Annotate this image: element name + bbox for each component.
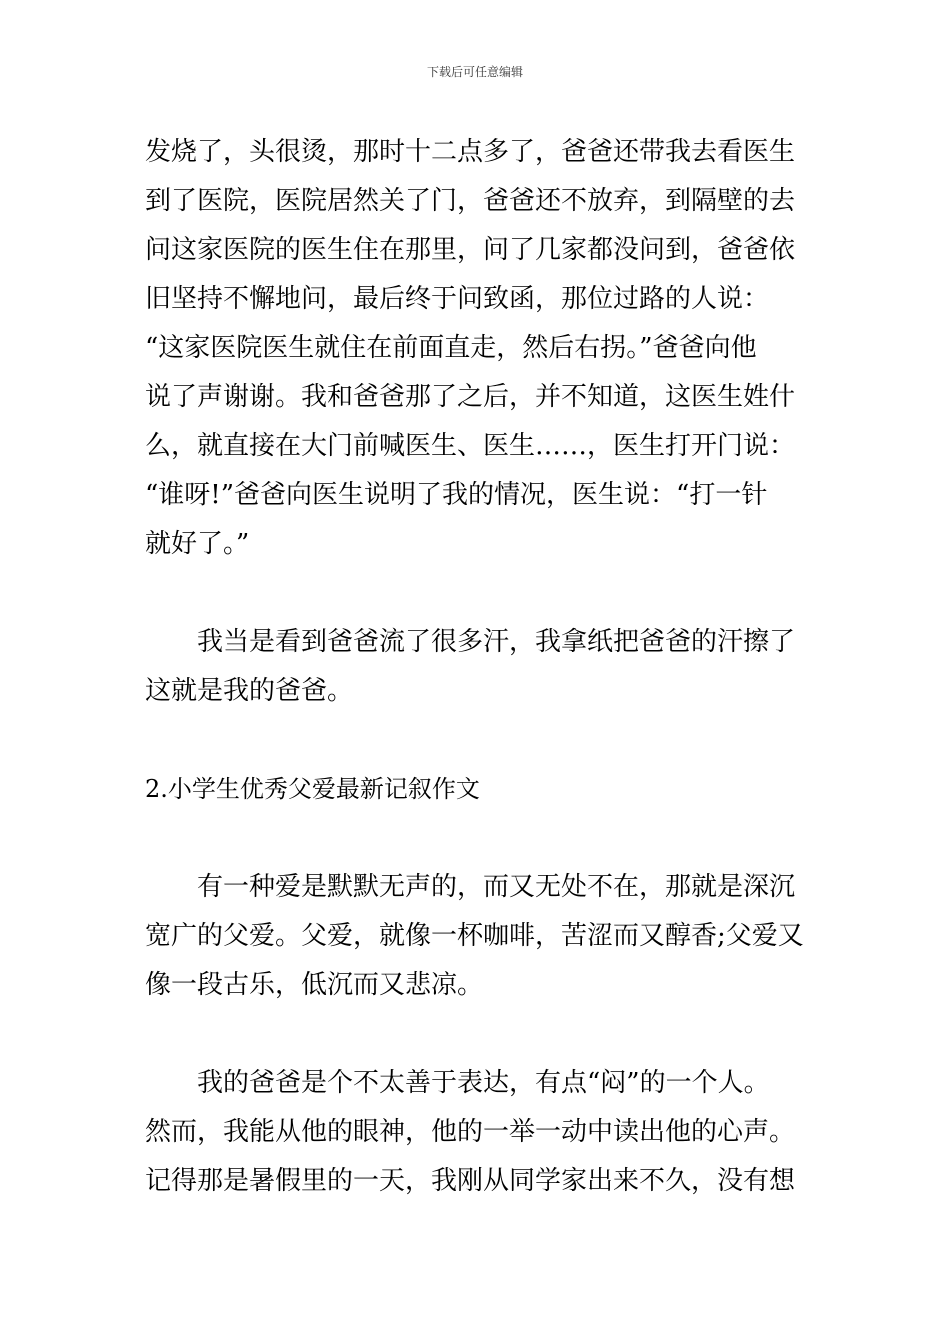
paragraph-gap	[145, 569, 810, 618]
text-line: 像一段古乐，低沉而又悲凉。	[145, 970, 484, 1000]
text-line: 这就是我的爸爸。	[145, 676, 354, 706]
text-line: 记得那是暑假里的一天，我刚从同学家出来不久，没有想	[145, 1166, 796, 1196]
paragraph-2	[145, 618, 810, 716]
text-line: 我的爸爸是个不太善于表达，有点“闷”的一个人。	[197, 1068, 770, 1098]
text-line: “这家医院医生就住在前面直走，然后右拐。”爸爸向他	[145, 333, 757, 363]
paragraph-3	[145, 863, 810, 1010]
paragraph-4	[145, 1059, 810, 1206]
paragraph-gap	[145, 1010, 810, 1059]
paragraph-gap	[145, 814, 810, 863]
text-line: 问这家医院的医生住在那里，问了几家都没问到，爸爸依	[145, 235, 796, 265]
text-line: “谁呀!”爸爸向医生说明了我的情况，医生说：“打一针	[145, 480, 768, 510]
page-header: 下载后可任意编辑	[426, 65, 523, 79]
paragraph-gap	[145, 716, 810, 765]
text-line: 发烧了，头很烫，那时十二点多了，爸爸还带我去看医生	[145, 137, 796, 167]
text-line: 宽广的父爱。父爱，就像一杯咖啡，苦涩而又醇香;父爱又	[145, 921, 804, 951]
heading-line: 2.小学生优秀父爱最新记叙作文	[145, 775, 480, 803]
text-line: 么，就直接在大门前喊医生、医生……，医生打开门说：	[145, 431, 796, 461]
text-line: 说了声谢谢。我和爸爸那了之后，并不知道，这医生姓什	[145, 382, 796, 412]
section-heading	[145, 765, 810, 814]
document-body	[145, 128, 810, 1206]
paragraph-1	[145, 128, 810, 569]
text-line: 有一种爱是默默无声的，而又无处不在，那就是深沉	[197, 872, 796, 902]
text-line: 旧坚持不懈地问，最后终于问致函，那位过路的人说：	[145, 284, 770, 314]
text-line: 就好了。”	[145, 529, 250, 559]
text-line: 到了医院，医院居然关了门，爸爸还不放弃，到隔壁的去	[145, 186, 796, 216]
text-line: 我当是看到爸爸流了很多汗，我拿纸把爸爸的汗擦了	[197, 627, 796, 657]
text-line: 然而，我能从他的眼神，他的一举一动中读出他的心声。	[145, 1117, 796, 1147]
